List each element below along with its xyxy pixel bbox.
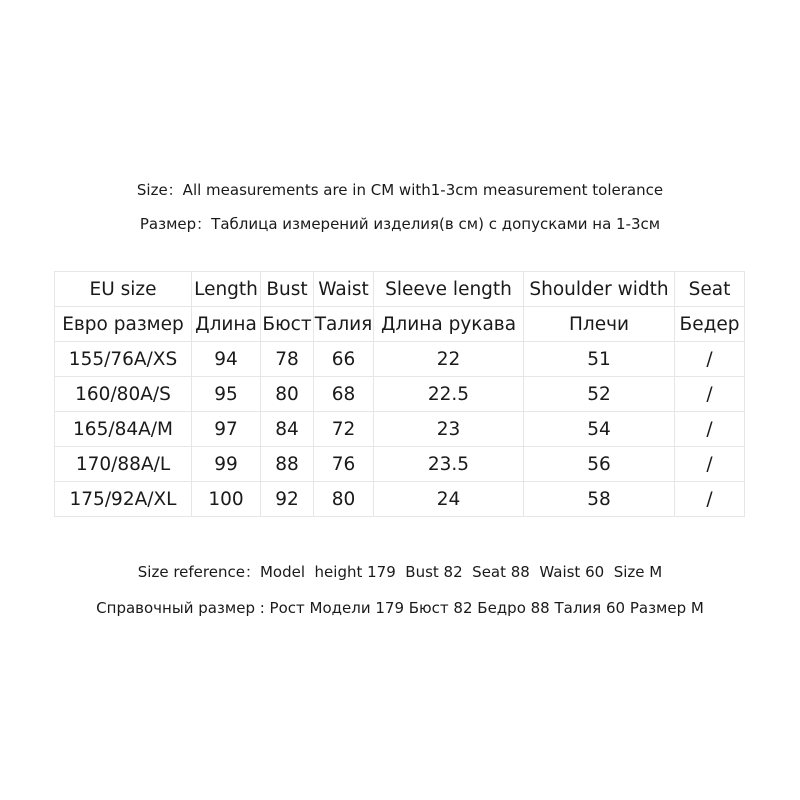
table-cell: 22.5 bbox=[374, 377, 524, 412]
header-ru-waist: Талия bbox=[314, 307, 374, 342]
table-cell: 76 bbox=[314, 447, 374, 482]
table-cell: 80 bbox=[314, 482, 374, 517]
table-cell: 22 bbox=[374, 342, 524, 377]
table-cell: 78 bbox=[261, 342, 314, 377]
table-cell: / bbox=[675, 447, 745, 482]
table-cell: 99 bbox=[192, 447, 261, 482]
header-ru-length: Длина bbox=[192, 307, 261, 342]
header-ru-bust: Бюст bbox=[261, 307, 314, 342]
table-cell: 54 bbox=[524, 412, 675, 447]
header-row-en bbox=[55, 272, 745, 307]
header-bust: Bust bbox=[261, 272, 314, 307]
measurement-note-ru: Размер：Таблица измерений изделия(в см) с допусками на 1-3см bbox=[139, 215, 661, 233]
table-row bbox=[55, 342, 745, 377]
table-cell: 72 bbox=[314, 412, 374, 447]
table-cell: 88 bbox=[261, 447, 314, 482]
table-cell: 24 bbox=[374, 482, 524, 517]
header-ru-seat: Бедер bbox=[675, 307, 745, 342]
header-ru-shoulder-width: Плечи bbox=[524, 307, 675, 342]
table-cell: / bbox=[675, 377, 745, 412]
header-length: Length bbox=[192, 272, 261, 307]
header-seat: Seat bbox=[675, 272, 745, 307]
table-cell: 58 bbox=[524, 482, 675, 517]
table-cell: 95 bbox=[192, 377, 261, 412]
table-row bbox=[55, 482, 745, 517]
size-reference-ru: Справочный размер : Рост Модели 179 Бюст 82 Бедро 88 Талия 60 Размер M bbox=[96, 599, 704, 617]
table-cell: 84 bbox=[261, 412, 314, 447]
header-sleeve-length: Sleeve length bbox=[374, 272, 524, 307]
table-cell: 175/92A/XL bbox=[55, 482, 192, 517]
table-cell: / bbox=[675, 482, 745, 517]
table-cell: 155/76A/XS bbox=[55, 342, 192, 377]
table-cell: 170/88A/L bbox=[55, 447, 192, 482]
table-cell: 52 bbox=[524, 377, 675, 412]
header-waist: Waist bbox=[314, 272, 374, 307]
table-cell: 92 bbox=[261, 482, 314, 517]
table-cell: 94 bbox=[192, 342, 261, 377]
table-cell: / bbox=[675, 412, 745, 447]
header-ru-eu-size: Евро размер bbox=[55, 307, 192, 342]
size-reference-en: Size reference：Model height 179 Bust 82 Seat 88 Waist 60 Size M bbox=[137, 563, 663, 581]
table-cell: 100 bbox=[192, 482, 261, 517]
table-cell: / bbox=[675, 342, 745, 377]
table-row bbox=[55, 377, 745, 412]
table-cell: 23.5 bbox=[374, 447, 524, 482]
size-chart-table bbox=[54, 271, 745, 517]
table-cell: 160/80A/S bbox=[55, 377, 192, 412]
measurement-note-en: Size：All measurements are in CM with1-3cm measurement tolerance bbox=[136, 181, 664, 199]
table-cell: 51 bbox=[524, 342, 675, 377]
table-cell: 97 bbox=[192, 412, 261, 447]
table-cell: 23 bbox=[374, 412, 524, 447]
table-cell: 56 bbox=[524, 447, 675, 482]
table-cell: 165/84A/M bbox=[55, 412, 192, 447]
header-eu-size: EU size bbox=[55, 272, 192, 307]
table-cell: 80 bbox=[261, 377, 314, 412]
table-row bbox=[55, 412, 745, 447]
header-ru-sleeve-length: Длина рукава bbox=[374, 307, 524, 342]
header-shoulder-width: Shoulder width bbox=[524, 272, 675, 307]
header-row-ru bbox=[55, 307, 745, 342]
table-cell: 68 bbox=[314, 377, 374, 412]
table-cell: 66 bbox=[314, 342, 374, 377]
table-row bbox=[55, 447, 745, 482]
